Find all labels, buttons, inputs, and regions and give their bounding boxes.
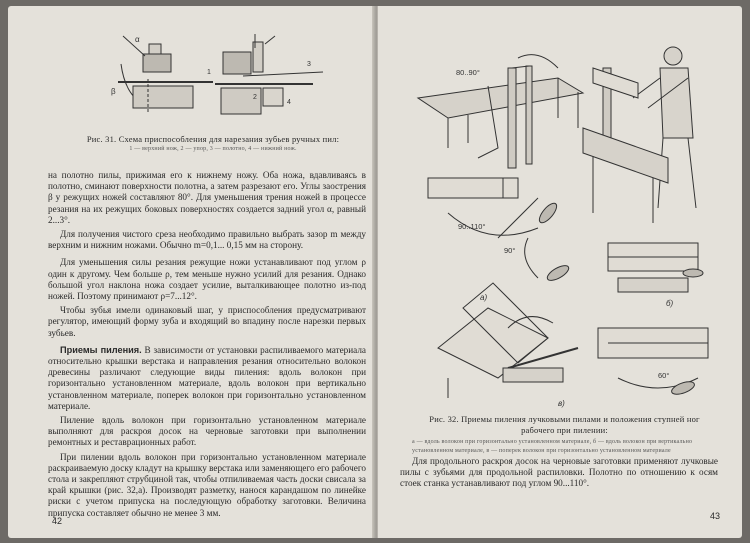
- section-paragraph: [48, 345, 366, 412]
- figure-31-saw-tooth-cutter-diagram: [103, 34, 333, 134]
- right-page-body: [400, 456, 718, 490]
- page-number-right: 43: [710, 511, 721, 521]
- fig32-label-a: а): [480, 293, 488, 302]
- paragraph: Пиление вдоль волокон при горизонтально установленном материале выполняют для раскроя досок на черновые заготовки при выполнении ремонтных и реставрационных работ.: [48, 415, 366, 448]
- figure-32-sawing-techniques-illustration: [408, 38, 718, 410]
- figure-32-legend: а — вдоль волокон при горизонтально установленном материале, б — вдоль волокон при вертикально установленном материале, в — поперек волокон при горизонтально установленном материале: [412, 439, 693, 454]
- fig32-label-v: в): [558, 399, 565, 408]
- fig31-label-1: 1: [207, 69, 211, 76]
- paragraph: Для получения чистого среза необходимо правильно выбрать зазор m между верхним и нижним ножами. Обычно m=0,1... 0,15 мм на сторону.: [48, 229, 366, 251]
- section-title: Приемы пиления.: [60, 344, 142, 355]
- fig32-angle-bottom: 60°: [658, 371, 670, 380]
- left-page: [8, 6, 376, 538]
- figure-31-legend: 1 — верхний нож, 2 — упор, 3 — полотно, 4 — нижний нож.: [129, 146, 297, 152]
- fig31-label-alpha: α: [135, 35, 140, 44]
- figure-31-caption: [68, 134, 358, 154]
- paragraph: Для уменьшения силы резания режущие ножи устанавливают под углом ρ один к другому. Чем больше ρ, тем меньше нужно усилий для резания. Однако большой угол наклона ножа создает усилие, выталкивающее полотно из-под ножей. Поэтому принимают ρ=7...12°.: [48, 257, 366, 302]
- fig31-label-beta: β: [111, 87, 116, 96]
- paragraph: При пилении вдоль волокон при горизонтально установленном материале раскраиваемую доску кладут на крышку верстака или заменяющего его рабочего стола и закрепляют струбциной так, чтобы отпиливаемая часть доски свисала за край крышки (рис. 32,а). Производят разметку, нанося карандашом по линейке риски с учетом припуска на последующую обработку заготовки. Величина припуска составляет обычно не менее 3 мм.: [48, 451, 366, 518]
- paragraph: Чтобы зубья имели одинаковый шаг, у приспособления предусматривают регулятор, имеющий форму зуба и входящий во впадину после нарезки первых зубьев.: [48, 305, 366, 338]
- figure-31-title: Рис. 31. Схема приспособления для нарезания зубьев ручных пил:: [86, 134, 340, 144]
- figure-32-title: Рис. 32. Приемы пиления лучковыми пилами и положения ступней ног рабочего при пилении:: [429, 414, 700, 435]
- fig32-label-b: б): [666, 299, 674, 308]
- fig32-angle-mid: 90..110°: [458, 222, 486, 231]
- fig31-label-4: 4: [287, 99, 291, 106]
- figure-32-caption: [412, 414, 717, 455]
- fig31-label-2: 2: [253, 94, 257, 101]
- left-page-body: [48, 170, 366, 522]
- page-number-left: 42: [52, 516, 63, 526]
- fig32-angle-top: 80..90°: [456, 68, 480, 77]
- paragraph: Для продольного раскроя досок на черновые заготовки применяют лучковые пилы с зубьями для продольной распиловки. Полотно по отношению к осям стоек станка устанавливают под углом 90...110°.: [400, 456, 718, 489]
- section-text: В зависимости от установки распиливаемого материала относительно крышки верстака и направления резания относительно волокон древесины различают следующие виды пиления: вдоль волокон при горизонтально установленном материале, вдоль волокон при вертикально установленном материале, поперек волокон при горизонтально установленном материале.: [48, 344, 367, 411]
- fig32-angle-90: 90°: [504, 246, 516, 255]
- right-page: [378, 6, 742, 538]
- fig31-label-3: 3: [307, 61, 311, 68]
- paragraph: на полотно пилы, прижимая его к нижнему ножу. Оба ножа, вдавливаясь в полотно, сминают поверхности полотна, а затем разрезают его. Углы заострения β у режущих ножей составляют 80°. Для уменьшения трения ножей в процессе резания на их режущих боковых поверхностях создается задний угол α, равный 2...3°.: [48, 170, 366, 225]
